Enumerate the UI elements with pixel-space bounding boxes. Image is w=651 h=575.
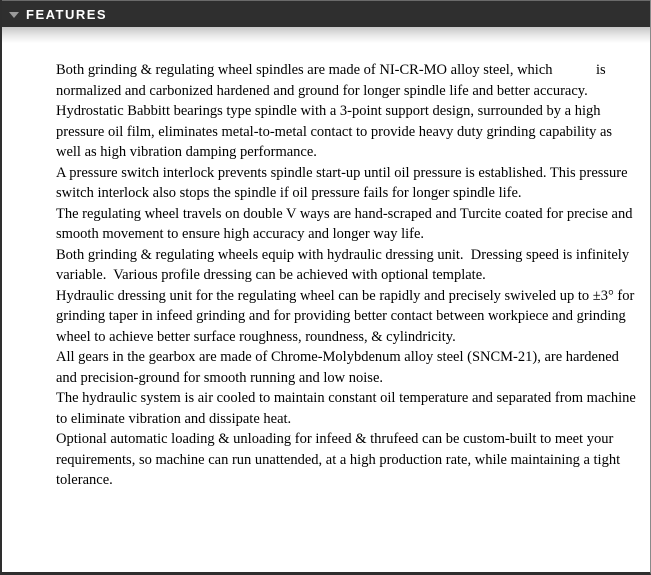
- feature-paragraph: Both grinding & regulating wheel spindles are made of NI-CR-MO alloy steel, which is normalized and carbonized hardened and ground for longer spindle life and better accuracy.: [56, 62, 610, 99]
- feature-paragraph: The hydraulic system is air cooled to maintain constant oil temperature and separated from machine to eliminate vibration and dissipate heat.: [56, 390, 640, 427]
- feature-paragraph: Both grinding & regulating wheels equip with hydraulic dressing unit. Dressing speed is infinitely variable. Various profile dressing can be achieved with optional template.: [56, 246, 633, 283]
- features-title: FEATURES: [26, 6, 108, 22]
- feature-paragraph: All gears in the gearbox are made of Chrome-Molybdenum alloy steel (SNCM-21), are hardened and precision-ground for smooth running and low noise.: [56, 349, 623, 386]
- feature-paragraph: Hydrostatic Babbitt bearings type spindle with a 3-point support design, surrounded by a high pressure oil film, eliminates metal-to-metal contact to provide heavy duty grinding capability as well as high vibration damping performance.: [56, 103, 616, 160]
- feature-paragraph: Optional automatic loading & unloading for infeed & thrufeed can be custom-built to meet your requirements, so machine can run unattended, at a high production rate, while maintaining a tight tolerance.: [56, 431, 624, 488]
- feature-paragraph: Hydraulic dressing unit for the regulating wheel can be rapidly and precisely swiveled up to ±3° for grinding taper in infeed grinding and for providing better contact between workpiece and grinding wheel to achieve better surface roughness, roundness, & cylindricity.: [56, 287, 638, 345]
- features-content: [2, 43, 650, 572]
- features-section-header[interactable]: [2, 0, 650, 27]
- header-shadow-gradient: [2, 27, 650, 43]
- feature-paragraph: The regulating wheel travels on double V ways are hand-scraped and Turcite coated for precise and smooth movement to ensure high accuracy and longer way life.: [56, 205, 637, 242]
- triangle-down-icon[interactable]: [9, 12, 19, 18]
- feature-paragraph: A pressure switch interlock prevents spindle start-up until oil pressure is established. This pressure switch interlock also stops the spindle if oil pressure fails for longer spindle life.: [56, 164, 632, 201]
